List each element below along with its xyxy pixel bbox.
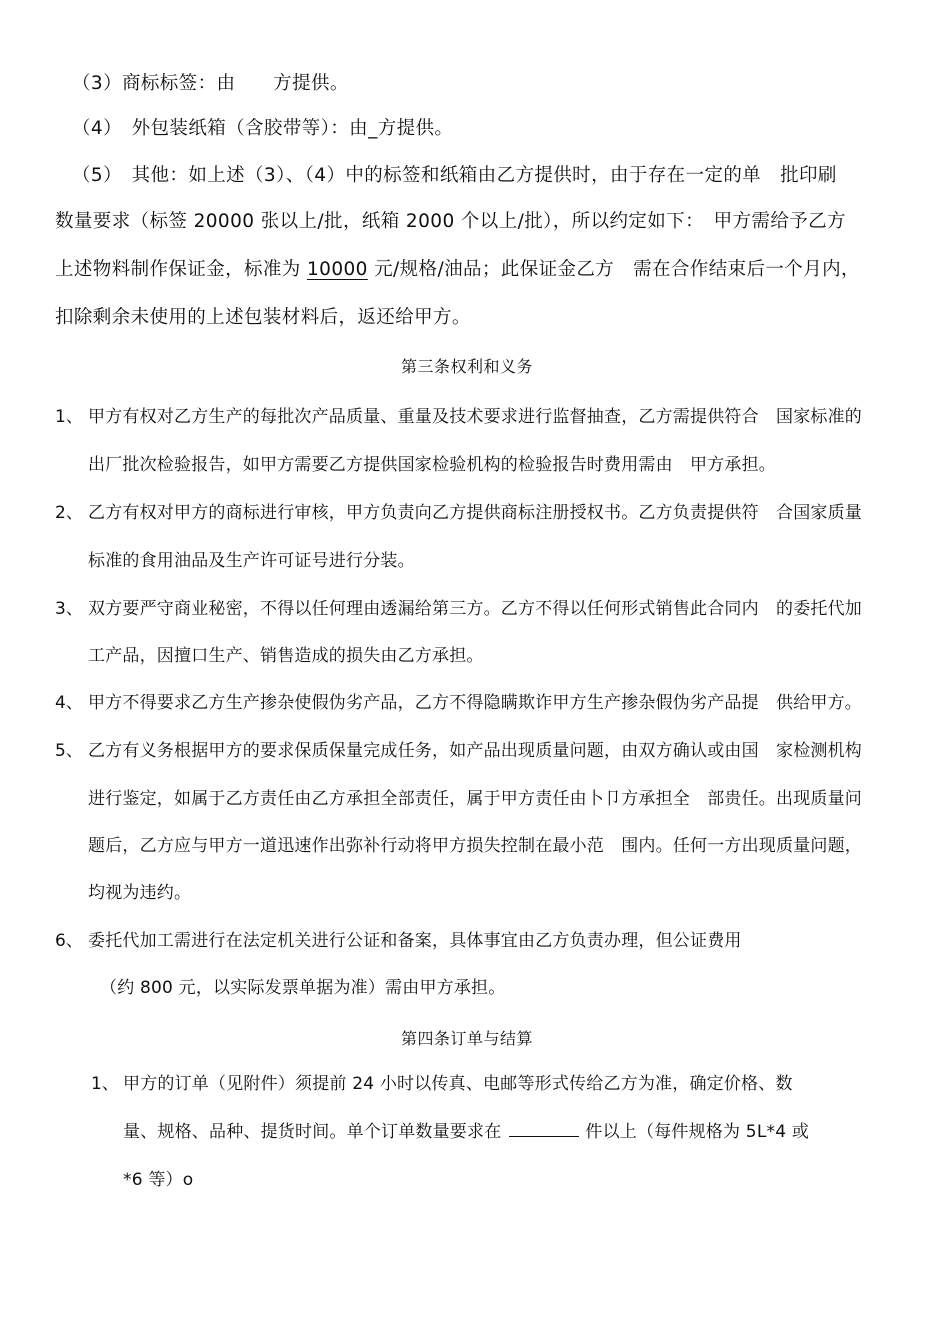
item-5-line-2: 进行鉴定，如属于乙方责任由乙方承担全部责任，属于甲方责任由卜卩方承担全 部贵任。出现质量问 (88, 789, 862, 809)
item-number-3: 3、 (55, 599, 83, 619)
clause-5-other-line-4: 扣除剩余未使用的上述包装材料后，返还给甲方。 (55, 307, 471, 328)
item-5-line-3: 题后，乙方应与甲方一道迅速作出弥补行动将甲方损失控制在最小范 围内。任何一方出现质量问题， (88, 836, 862, 856)
item-6-line-2: （约 800 元，以实际发票单据为准）需由甲方承担。 (100, 978, 506, 998)
clause-5-other-line-3 (55, 258, 860, 282)
clause-5-other-line-1: （5） 其他：如上述（3）、（4）中的标签和纸箱由乙方提供时，由于存在一定的单 批印刷 (72, 165, 837, 186)
clause-3-trademark-label: （3）商标标签：由 方提供。 (72, 73, 349, 94)
clause-4-outer-carton: （4） 外包装纸箱（含胶带等）：由_方提供。 (72, 118, 454, 139)
item-2-line-1: 乙方有权对甲方的商标进行审核，甲方负责向乙方提供商标注册授权书。乙方负责提供符 合国家质量 (88, 503, 862, 523)
order-qty-text-before: 量、规格、品种、提货时间。单个订单数量要求在 (123, 1122, 502, 1142)
section-title-orders-settlement: 第四条订单与结算 (401, 1029, 534, 1048)
deposit-amount: 10000 (306, 259, 368, 280)
order-item-1-line-2 (123, 1121, 809, 1143)
item-number-4: 4、 (55, 693, 83, 713)
item-3-line-2: 工产品，因擅口生产、销售造成的损失由乙方承担。 (88, 646, 484, 666)
item-5-line-4: 均视为违约。 (88, 883, 192, 903)
item-1-line-1: 甲方有权对乙方生产的每批次产品质量、重量及技术要求进行监督抽查，乙方需提供符合 国家标准的 (88, 407, 862, 427)
order-quantity-blank (509, 1122, 579, 1137)
clause-5-other-line-2: 数量要求（标签 20000 张以上/批，纸箱 2000 个以上/批），所以约定如下： 甲方需给予乙方 (55, 211, 846, 232)
order-item-number-1: 1、 (91, 1074, 119, 1094)
order-item-1-line-3: *6 等）o (123, 1170, 194, 1190)
item-4-line-1: 甲方不得要求乙方生产掺杂使假伪劣产品，乙方不得隐瞒欺诈甲方生产掺杂假伪劣产品提 供给甲方。 (88, 693, 862, 713)
deposit-text-before: 上述物料制作保证金，标准为 (55, 259, 307, 280)
item-number-1: 1、 (55, 407, 83, 427)
item-number-6: 6、 (55, 931, 83, 951)
item-5-line-1: 乙方有义务根据甲方的要求保质保量完成任务，如产品出现质量问题，由双方确认或由国 家检测机构 (88, 741, 862, 761)
item-1-line-2: 出厂批次检验报告，如甲方需要乙方提供国家检验机构的检验报告时费用需由 甲方承担。 (88, 455, 776, 475)
item-number-2: 2、 (55, 503, 83, 523)
item-number-5: 5、 (55, 741, 83, 761)
item-3-line-1: 双方要严守商业秘密，不得以任何理由透漏给第三方。乙方不得以任何形式销售此合同内 的委托代加 (88, 599, 862, 619)
item-6-line-1: 委托代加工需进行在法定机关进行公证和备案，具体事宜由乙方负责办理，但公证费用 (88, 931, 742, 951)
section-title-rights-obligations: 第三条权利和义务 (401, 357, 534, 376)
deposit-text-after: 元/规格/油品；此保证金乙方 需在合作结束后一个月内， (367, 259, 860, 280)
order-qty-text-after: 件以上（每件规格为 5L*4 或 (585, 1122, 810, 1142)
order-item-1-line-1: 甲方的订单（见附件）须提前 24 小时以传真、电邮等形式传给乙方为准，确定价格、数 (123, 1074, 793, 1094)
item-2-line-2: 标准的食用油品及生产许可证号进行分装。 (88, 551, 415, 571)
